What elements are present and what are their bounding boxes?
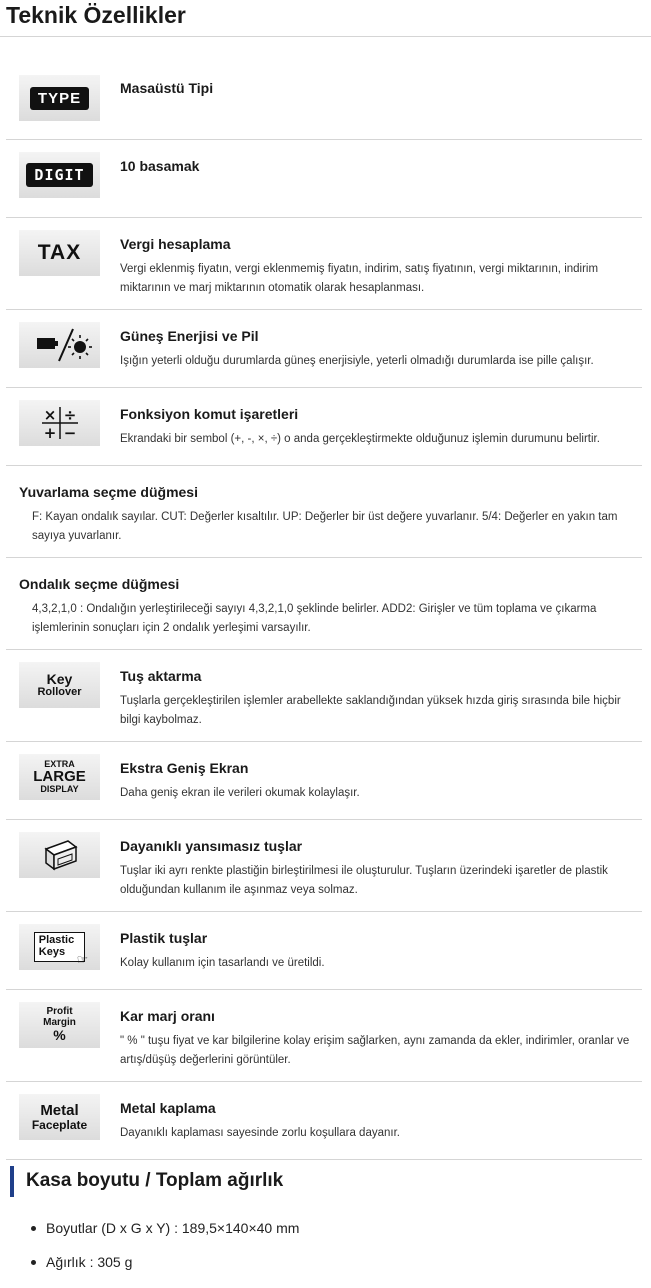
section-title: Yuvarlama seçme düğmesi (19, 484, 198, 500)
feature-title: Masaüstü Tipi (120, 80, 214, 96)
tax-icon: TAX (19, 230, 100, 276)
solar-battery-graphic (25, 325, 95, 365)
feature-description: Kolay kullanım için tasarlandı ve üretildi. (120, 957, 325, 969)
math-operators-icon (19, 400, 100, 446)
list-item: Ağırlık : 305 g (46, 1254, 299, 1288)
feature-description: Vergi eklenmiş fiyatın, vergi eklenmemiş fiyatın, indirim, satış fiyatının, vergi miktarının, indirim miktarının ve marj miktarının otomatik olarak hesaplanması. (120, 263, 599, 294)
divider (6, 1159, 642, 1160)
minus-icon: − (63, 424, 76, 442)
list-item: Boyutlar (D x G x Y) : 189,5×140×40 mm (46, 1220, 299, 1254)
feature-title: Kar marj oranı (120, 1008, 215, 1024)
feature-row-solar (6, 328, 642, 388)
feature-title: Plastik tuşlar (120, 930, 208, 946)
feature-row-plastic-keys (6, 930, 642, 990)
feature-title: Tuş aktarma (120, 668, 202, 684)
divider (6, 309, 642, 310)
case-section-title: Kasa boyutu / Toplam ağırlık (26, 1170, 284, 1191)
rounding-switch-section (6, 484, 642, 558)
feature-row-extra-display (6, 760, 642, 820)
solar-battery-icon (19, 322, 100, 368)
feature-title: 10 basamak (120, 158, 200, 174)
feature-row-digit (6, 158, 642, 218)
section-description: F: Kayan ondalık sayılar. CUT: Değerler kısaltılır. UP: Değerler bir üst değere yuvarlanır. 5/4: Değerler en yakın tam sayıya yuvarlanır. (32, 511, 618, 542)
divider (6, 989, 642, 990)
case-section-header (10, 1163, 610, 1197)
feature-title: Güneş Enerjisi ve Pil (120, 328, 259, 344)
section-description: 4,3,2,1,0 : Ondalığın yerleştirileceği sayıyı 4,3,2,1,0 şeklinde belirler. ADD2: Girişler ve tüm toplama ve çıkarma işlemlerinin sonuçları için 2 ondalık yerleşimi varsayılır. (32, 603, 597, 634)
feature-description: Tuşlarla gerçekleştirilen işlemler arabellekte saklandığından yüksek hızda giriş sırasında bile hiçbir bilgi kaybolmaz. (120, 695, 621, 726)
feature-description: Ekrandaki bir sembol (+, -, ×, ÷) o anda gerçekleştirmekte olduğunuz işlemin durumunu belirtir. (120, 433, 600, 445)
divider (6, 217, 642, 218)
feature-row-operators (6, 406, 642, 466)
section-title: Ondalık seçme düğmesi (19, 576, 180, 592)
feature-title: Ekstra Geniş Ekran (120, 760, 249, 776)
bullet-icon (31, 1226, 36, 1231)
feature-title: Vergi hesaplama (120, 236, 231, 252)
divider (6, 465, 642, 466)
durable-key-graphic (38, 835, 82, 875)
type-icon: TYPE (19, 75, 100, 121)
durable-key-icon (19, 832, 100, 878)
accent-bar (10, 1166, 14, 1197)
feature-title: Fonksiyon komut işaretleri (120, 406, 299, 422)
divider (6, 819, 642, 820)
feature-row-type (6, 80, 642, 140)
feature-row-durable-keys (6, 838, 642, 912)
divider (6, 649, 642, 650)
divider (6, 741, 642, 742)
feature-title: Dayanıklı yansımasız tuşlar (120, 838, 303, 854)
divider (6, 1081, 642, 1082)
title-divider (0, 36, 651, 37)
pointing-hand-icon: ☞ (76, 951, 89, 967)
bullet-icon (31, 1260, 36, 1265)
divide-icon: ÷ (63, 406, 76, 424)
multiply-icon: × (43, 406, 56, 424)
feature-description: Tuşlar iki ayrı renkte plastiğin birleştirilmesi ile oluşturulur. Tuşların üzerindeki işaretler de plastik olduğundan kullanım ile aşınmaz veya solmaz. (120, 865, 608, 896)
divider (6, 387, 642, 388)
plastic-keys-icon: Plastic Keys ☞ (19, 924, 100, 970)
divider (6, 139, 642, 140)
key-rollover-icon: Key Rollover (19, 662, 100, 708)
feature-title: Metal kaplama (120, 1100, 216, 1116)
feature-row-tax (6, 236, 642, 310)
divider (6, 911, 642, 912)
metal-faceplate-icon: Metal Faceplate (19, 1094, 100, 1140)
digit-icon: DIGIT (19, 152, 100, 198)
feature-row-metal-faceplate (6, 1100, 642, 1160)
extra-large-display-icon: EXTRA LARGE DISPLAY (19, 754, 100, 800)
page-title: Teknik Özellikler (6, 2, 186, 28)
feature-description: Dayanıklı kaplaması sayesinde zorlu koşullara dayanır. (120, 1127, 400, 1139)
decimal-switch-section (6, 576, 642, 650)
feature-description: Daha geniş ekran ile verileri okumak kolaylaşır. (120, 787, 360, 799)
feature-description: Işığın yeterli olduğu durumlarda güneş enerjisiyle, yeterli olmadığı durumlarda ise pille çalışır. (120, 355, 594, 367)
case-spec-list (46, 1220, 299, 1288)
feature-row-key-rollover (6, 668, 642, 742)
feature-row-profit-margin (6, 1008, 642, 1082)
feature-description: " % " tuşu fiyat ve kar bilgilerine kolay erişim sağlarken, aynı zamanda da ekler, indirimler, oranlar ve artış/düşüş değerlerini görüntüler. (120, 1035, 630, 1066)
plus-icon: + (43, 424, 56, 442)
operators-graphic (40, 403, 80, 443)
divider (6, 557, 642, 558)
profit-margin-icon: Profit Margin % (19, 1002, 100, 1048)
